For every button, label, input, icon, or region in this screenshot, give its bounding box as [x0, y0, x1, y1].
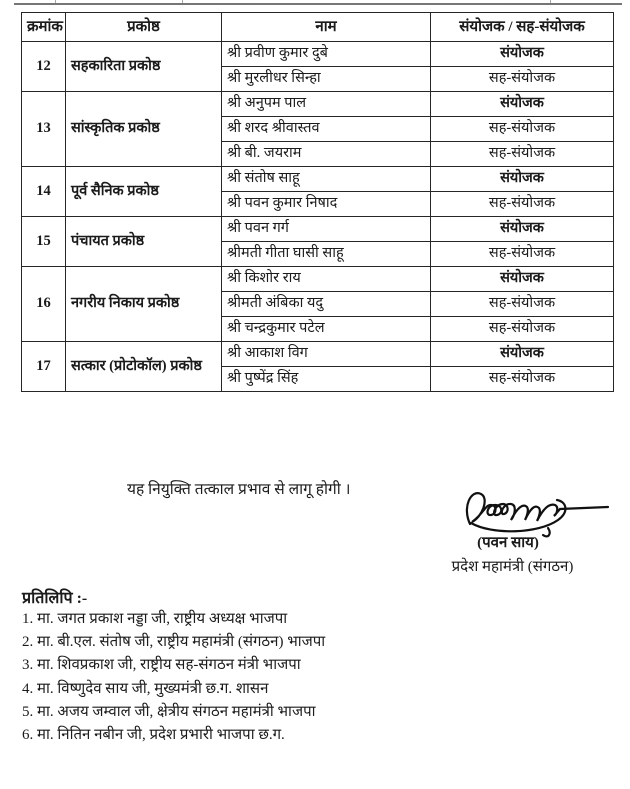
- member-role: सह-संयोजक: [431, 242, 614, 267]
- header-prakoshth: प्रकोष्ठ: [66, 13, 222, 42]
- member-role: संयोजक: [431, 42, 614, 67]
- effective-immediately-note: यह नियुक्ति तत्काल प्रभाव से लागू होगी ।: [127, 481, 351, 498]
- member-role: संयोजक: [431, 92, 614, 117]
- prakoshth-cell: सहकारिता प्रकोष्ठ: [66, 42, 222, 92]
- prakoshth-cell: पंचायत प्रकोष्ठ: [66, 217, 222, 267]
- serial-cell: 16: [22, 267, 66, 342]
- member-name: श्री चन्द्रकुमार पटेल: [222, 317, 431, 342]
- table-row: [22, 217, 614, 242]
- member-name: श्री किशोर राय: [222, 267, 431, 292]
- member-name: श्री बी. जयराम: [222, 142, 431, 167]
- copy-item: 6. मा. नितिन नबीन जी, प्रदेश प्रभारी भाजपा छ.ग.: [22, 726, 285, 743]
- table-row: [22, 92, 614, 117]
- table-row: [22, 342, 614, 367]
- member-name: श्री पवन गर्ग: [222, 217, 431, 242]
- member-role: सह-संयोजक: [431, 367, 614, 392]
- member-role: सह-संयोजक: [431, 192, 614, 217]
- signatory-title: प्रदेश महामंत्री (संगठन): [451, 559, 574, 575]
- header-name: नाम: [222, 13, 431, 42]
- prakoshth-cell: सत्कार (प्रोटोकॉल) प्रकोष्ठ: [66, 342, 222, 392]
- header-role: संयोजक / सह-संयोजक: [431, 13, 614, 42]
- member-name: श्री संतोष साहू: [222, 167, 431, 192]
- member-role: संयोजक: [431, 167, 614, 192]
- prakoshth-cell: पूर्व सैनिक प्रकोष्ठ: [66, 167, 222, 217]
- member-name: श्री प्रवीण कुमार दुबे: [222, 42, 431, 67]
- copy-item: 4. मा. विष्णुदेव साय जी, मुख्यमंत्री छ.ग. शासन: [22, 680, 269, 697]
- scan-artifact-tick: [182, 0, 183, 3]
- member-role: सह-संयोजक: [431, 292, 614, 317]
- appointment-table: [21, 12, 614, 392]
- signatory-name: (पवन साय): [477, 535, 539, 551]
- table-row: [22, 42, 614, 67]
- member-role: सह-संयोजक: [431, 142, 614, 167]
- member-role: संयोजक: [431, 342, 614, 367]
- member-role: सह-संयोजक: [431, 317, 614, 342]
- member-name: श्री मुरलीधर सिन्हा: [222, 67, 431, 92]
- serial-cell: 14: [22, 167, 66, 217]
- member-role: संयोजक: [431, 217, 614, 242]
- serial-cell: 15: [22, 217, 66, 267]
- copies-heading: प्रतिलिपि :-: [22, 590, 88, 607]
- table-header-row: [22, 13, 614, 42]
- member-role: सह-संयोजक: [431, 117, 614, 142]
- member-role: सह-संयोजक: [431, 67, 614, 92]
- member-name: श्री पवन कुमार निषाद: [222, 192, 431, 217]
- page-top-scan-artifact: [14, 3, 622, 5]
- prakoshth-cell: नगरीय निकाय प्रकोष्ठ: [66, 267, 222, 342]
- table-row: [22, 167, 614, 192]
- member-role: संयोजक: [431, 267, 614, 292]
- member-name: श्रीमती गीता घासी साहू: [222, 242, 431, 267]
- copies-list: [22, 608, 582, 747]
- scan-artifact-tick: [55, 0, 56, 3]
- member-name: श्री पुष्पेंद्र सिंह: [222, 367, 431, 392]
- table-row: [22, 267, 614, 292]
- serial-cell: 12: [22, 42, 66, 92]
- member-name: श्रीमती अंबिका यदु: [222, 292, 431, 317]
- member-name: श्री अनुपम पाल: [222, 92, 431, 117]
- copy-item: 2. मा. बी.एल. संतोष जी, राष्ट्रीय महामंत्री (संगठन) भाजपा: [22, 634, 326, 651]
- member-name: श्री शरद श्रीवास्तव: [222, 117, 431, 142]
- member-name: श्री आकाश विग: [222, 342, 431, 367]
- copy-item: 5. मा. अजय जम्वाल जी, क्षेत्रीय संगठन महामंत्री भाजपा: [22, 703, 316, 720]
- serial-cell: 17: [22, 342, 66, 392]
- copy-item: 3. मा. शिवप्रकाश जी, राष्ट्रीय सह-संगठन मंत्री भाजपा: [22, 657, 301, 674]
- header-serial: क्रमांक: [22, 13, 66, 42]
- prakoshth-cell: सांस्कृतिक प्रकोष्ठ: [66, 92, 222, 167]
- copy-item: 1. मा. जगत प्रकाश नड्डा जी, राष्ट्रीय अध्यक्ष भाजपा: [22, 611, 288, 627]
- serial-cell: 13: [22, 92, 66, 167]
- scan-artifact-tick: [550, 0, 551, 3]
